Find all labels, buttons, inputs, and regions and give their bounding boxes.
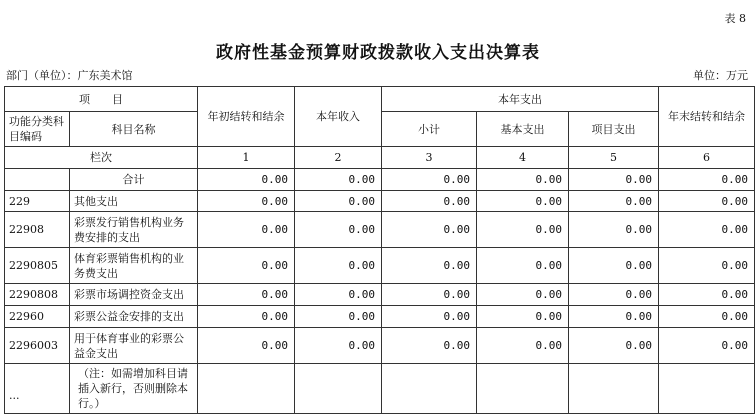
col-num: 2 [295, 147, 382, 169]
table-row [5, 191, 755, 212]
table-number: 表 8 [724, 12, 746, 25]
table-row [5, 248, 755, 284]
empty-cell [198, 364, 295, 414]
value-cell: 0.00 [295, 306, 382, 328]
col-num: 3 [382, 147, 477, 169]
value-cell: 0.00 [382, 191, 477, 212]
empty-cell [659, 364, 755, 414]
value-cell: 0.00 [477, 191, 569, 212]
unit-label: 单位：万元 [693, 69, 748, 82]
row-name: 体育彩票销售机构的业务费支出 [70, 248, 198, 284]
header-income: 本年收入 [295, 87, 382, 147]
header-closing: 年末结转和结余 [659, 87, 755, 147]
value-cell: 0.00 [382, 248, 477, 284]
value-cell: 0.00 [477, 284, 569, 306]
value-cell: 0.00 [198, 169, 295, 191]
value-cell: 0.00 [198, 306, 295, 328]
note-code: ... [5, 364, 70, 414]
column-number-row [5, 147, 755, 169]
value-cell: 0.00 [382, 169, 477, 191]
value-cell: 0.00 [382, 212, 477, 248]
empty-cell [295, 364, 382, 414]
page-title: 政府性基金预算财政拨款收入支出决算表 [216, 43, 540, 63]
header-project: 项目支出 [569, 112, 659, 147]
value-cell: 0.00 [382, 284, 477, 306]
value-cell: 0.00 [198, 212, 295, 248]
value-cell: 0.00 [198, 284, 295, 306]
value-cell: 0.00 [659, 284, 755, 306]
table-row [5, 306, 755, 328]
table-row [5, 284, 755, 306]
value-cell: 0.00 [659, 169, 755, 191]
empty-cell [569, 364, 659, 414]
empty-cell [477, 364, 569, 414]
department-label: 部门（单位）：广东美术馆 [6, 69, 133, 82]
value-cell: 0.00 [198, 248, 295, 284]
value-cell: 0.00 [477, 306, 569, 328]
header-subtotal: 小计 [382, 112, 477, 147]
total-row [5, 169, 755, 191]
value-cell: 0.00 [382, 306, 477, 328]
header-func-code: 功能分类科目编码 [5, 112, 70, 147]
table-row [5, 328, 755, 364]
row-name: 彩票公益金安排的支出 [70, 306, 198, 328]
value-cell: 0.00 [382, 328, 477, 364]
header-subject-name: 科目名称 [70, 112, 198, 147]
value-cell: 0.00 [659, 248, 755, 284]
value-cell: 0.00 [477, 248, 569, 284]
row-code: 229 [5, 191, 70, 212]
value-cell: 0.00 [659, 306, 755, 328]
total-code [5, 169, 70, 191]
value-cell: 0.00 [569, 306, 659, 328]
budget-table [4, 86, 755, 414]
row-code: 22960 [5, 306, 70, 328]
value-cell: 0.00 [295, 212, 382, 248]
value-cell: 0.00 [659, 328, 755, 364]
value-cell: 0.00 [569, 191, 659, 212]
header-expense: 本年支出 [382, 87, 659, 112]
col-num: 4 [477, 147, 569, 169]
value-cell: 0.00 [295, 248, 382, 284]
col-label: 栏次 [5, 147, 198, 169]
value-cell: 0.00 [569, 248, 659, 284]
value-cell: 0.00 [295, 191, 382, 212]
note-row [5, 364, 755, 414]
row-code: 2290808 [5, 284, 70, 306]
value-cell: 0.00 [569, 212, 659, 248]
value-cell: 0.00 [569, 328, 659, 364]
value-cell: 0.00 [659, 191, 755, 212]
value-cell: 0.00 [295, 169, 382, 191]
value-cell: 0.00 [198, 191, 295, 212]
row-code: 2296003 [5, 328, 70, 364]
row-code: 2290805 [5, 248, 70, 284]
row-code: 22908 [5, 212, 70, 248]
value-cell: 0.00 [477, 212, 569, 248]
row-name: 彩票发行销售机构业务费安排的支出 [70, 212, 198, 248]
header-item: 项 目 [5, 87, 198, 112]
row-name: 其他支出 [70, 191, 198, 212]
row-name: 彩票市场调控资金支出 [70, 284, 198, 306]
col-num: 5 [569, 147, 659, 169]
empty-cell [382, 364, 477, 414]
table-row [5, 212, 755, 248]
value-cell: 0.00 [198, 328, 295, 364]
note-text: （注：如需增加科目请插入新行，否则删除本行。） [70, 364, 198, 414]
header-basic: 基本支出 [477, 112, 569, 147]
header-opening: 年初结转和结余 [198, 87, 295, 147]
value-cell: 0.00 [659, 212, 755, 248]
value-cell: 0.00 [295, 328, 382, 364]
col-num: 6 [659, 147, 755, 169]
value-cell: 0.00 [569, 169, 659, 191]
value-cell: 0.00 [477, 169, 569, 191]
row-name: 用于体育事业的彩票公益金支出 [70, 328, 198, 364]
value-cell: 0.00 [295, 284, 382, 306]
value-cell: 0.00 [569, 284, 659, 306]
total-label: 合计 [70, 169, 198, 191]
col-num: 1 [198, 147, 295, 169]
value-cell: 0.00 [477, 328, 569, 364]
